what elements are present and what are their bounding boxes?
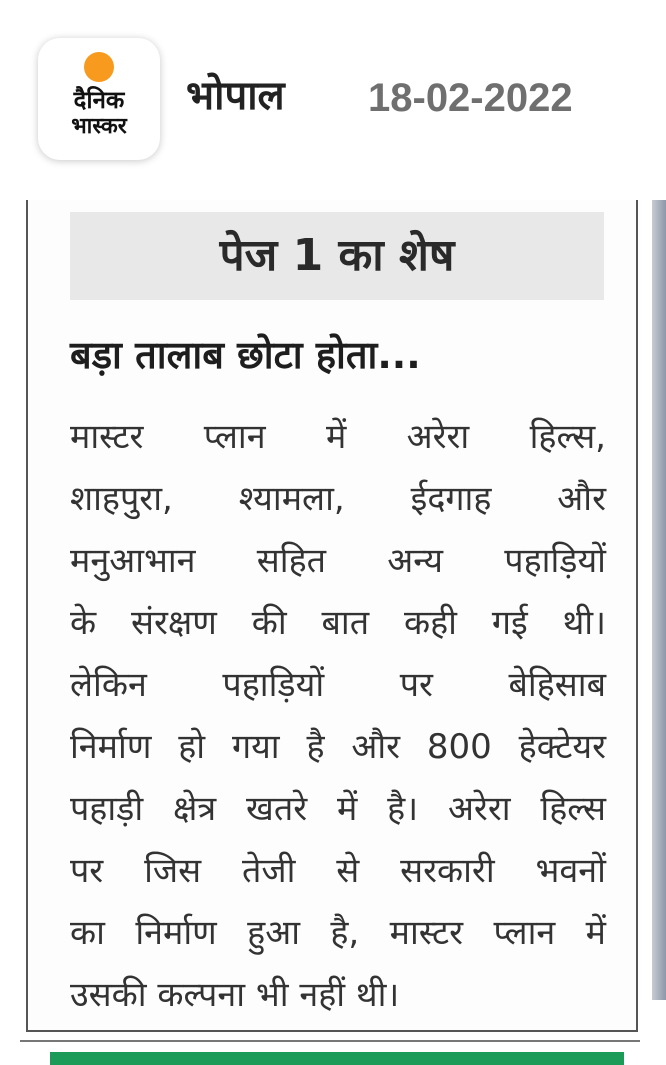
article-line: मनुआभान सहित अन्य पहाड़ियों (70, 541, 606, 581)
edition-city: भोपाल (186, 73, 285, 119)
section-banner (70, 212, 604, 300)
article-headline: बड़ा तालाब छोटा होता... (70, 333, 421, 377)
next-section-bar (50, 1052, 624, 1065)
article-line: पर जिस तेजी से सरकारी भवनों (70, 851, 606, 891)
dainik-bhaskar-logo[interactable] (38, 38, 160, 160)
article-line: शाहपुरा, श्यामला, ईदगाह और (70, 479, 606, 519)
adjacent-clipping-edge (652, 200, 666, 1000)
sun-logo-icon (84, 52, 114, 82)
logo-text-line1: दैनिक (73, 86, 125, 114)
section-label: पेज 1 का शेष (219, 230, 455, 281)
article-line: लेकिन पहाड़ियों पर बेहिसाब (70, 665, 606, 705)
article-line: का निर्माण हुआ है, मास्टर प्लान में (70, 913, 606, 953)
article-line: निर्माण हो गया है और 800 हेक्टेयर (70, 727, 606, 767)
article-line: उसकी कल्पना भी नहीं थी। (70, 975, 400, 1015)
logo-text-line2: भास्कर (71, 114, 127, 139)
edition-date: 18-02-2022 (368, 76, 573, 120)
article-line: मास्टर प्लान में अरेरा हिल्स, (70, 417, 606, 457)
news-clipping (26, 200, 638, 1032)
article-line: पहाड़ी क्षेत्र खतरे में है। अरेरा हिल्स (70, 789, 606, 829)
article-body (70, 406, 606, 1026)
app-header (0, 0, 666, 200)
article-line: के संरक्षण की बात कही गई थी। (70, 603, 606, 643)
divider (20, 1040, 640, 1042)
